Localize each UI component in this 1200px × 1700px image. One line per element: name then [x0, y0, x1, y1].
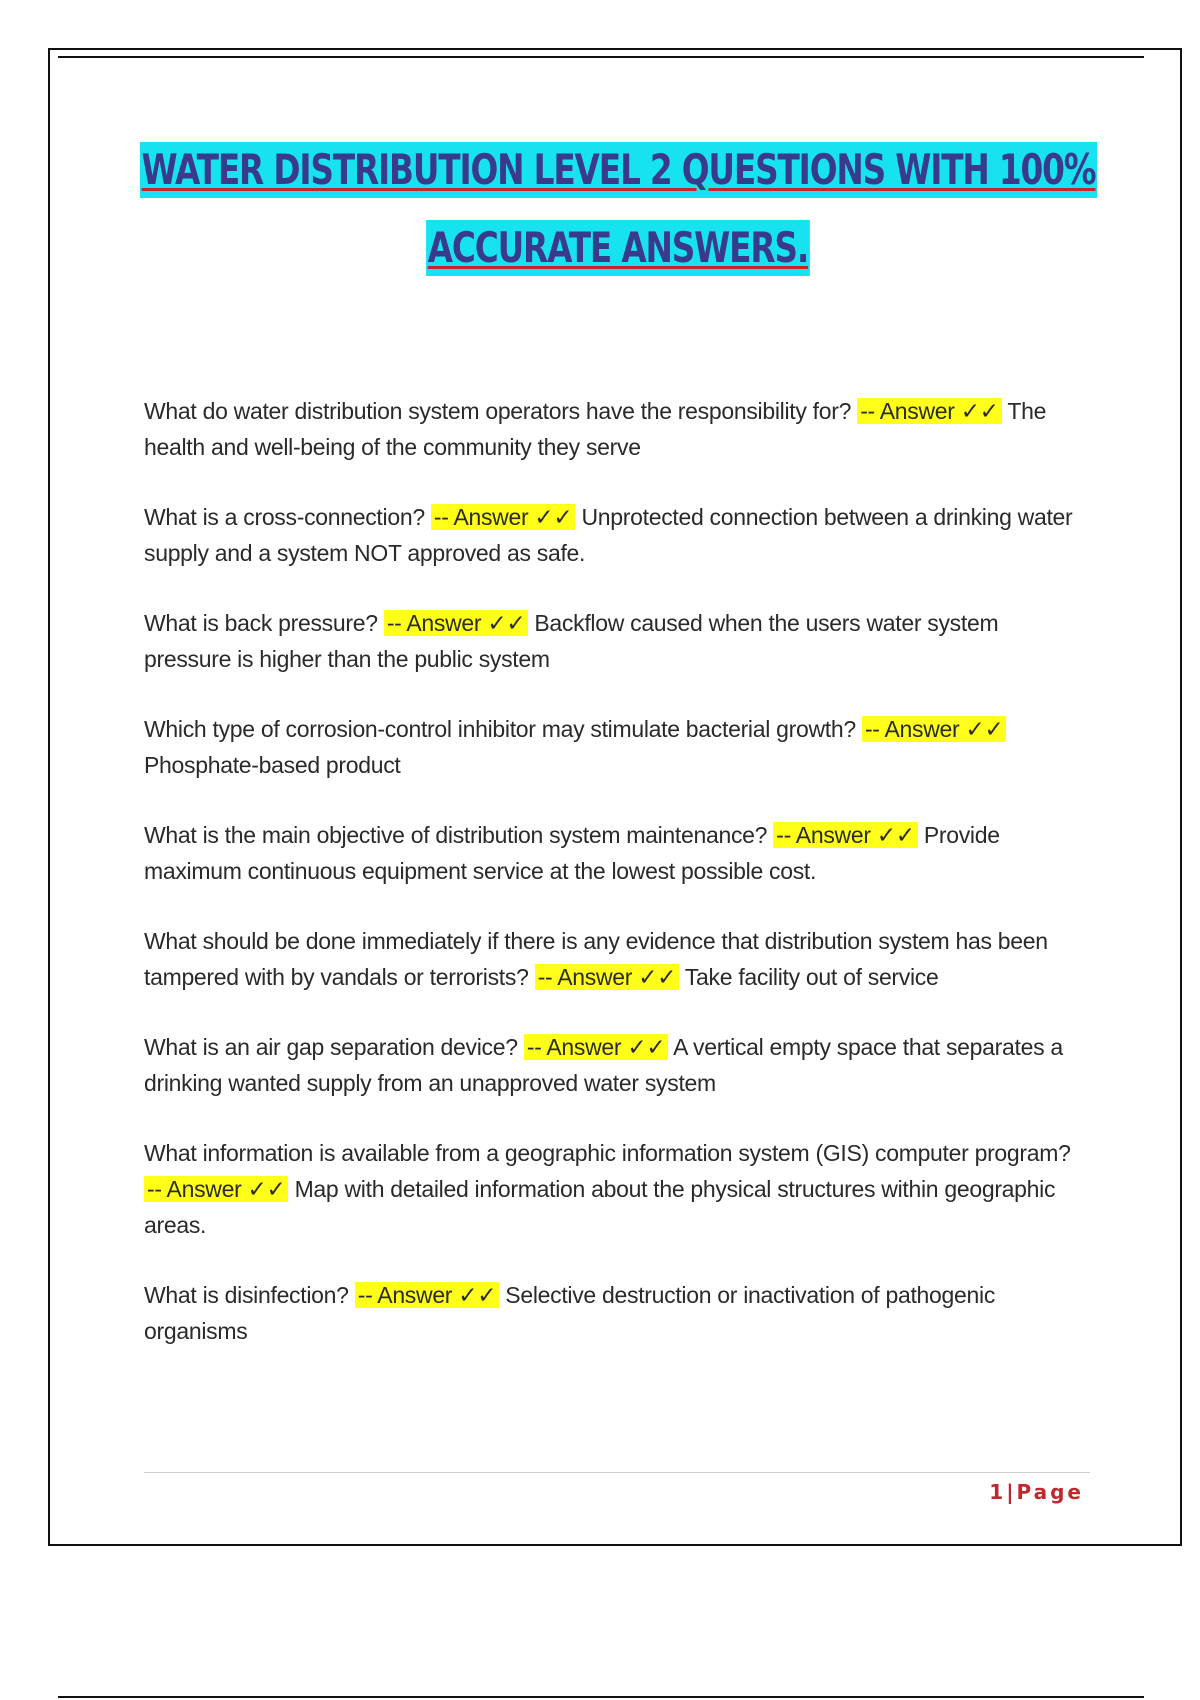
qa-item: [144, 1277, 1084, 1349]
answer-tag: -- Answer ✓✓: [773, 822, 917, 848]
answer-text: The health and well-being of the community they serve: [144, 398, 1047, 460]
qa-item: [144, 499, 1084, 571]
answer-text: Backflow caused when the users water system pressure is higher than the public system: [144, 610, 999, 672]
top-rule: [58, 56, 1144, 58]
answer-text: Unprotected connection between a drinking water supply and a system NOT approved as safe.: [144, 504, 1073, 566]
answer-tag: -- Answer ✓✓: [862, 716, 1006, 742]
answer-tag: -- Answer ✓✓: [144, 1176, 288, 1202]
qa-item: [144, 923, 1084, 995]
question-text: What is a cross-connection?: [144, 504, 425, 530]
question-text: Which type of corrosion-control inhibitor may stimulate bacterial growth?: [144, 716, 856, 742]
answer-text: Phosphate-based product: [144, 752, 401, 778]
question-text: What is back pressure?: [144, 610, 378, 636]
title-line-1: WATER DISTRIBUTION LEVEL 2 QUESTIONS WITH 100%: [139, 142, 1096, 198]
answer-tag: -- Answer ✓✓: [524, 1034, 668, 1060]
question-text: What information is available from a geographic information system (GIS) computer program?: [144, 1140, 1071, 1166]
footer-rule: [144, 1472, 1090, 1473]
question-text: What do water distribution system operators have the responsibility for?: [144, 398, 852, 424]
qa-item: [144, 1135, 1084, 1243]
answer-text: A vertical empty space that separates a drinking wanted supply from an unapproved water system: [144, 1034, 1063, 1096]
answer-tag: -- Answer ✓✓: [535, 964, 679, 990]
answer-text: Map with detailed information about the physical structures within geographic areas.: [144, 1176, 1056, 1238]
question-text: What should be done immediately if there is any evidence that distribution system has been tampered with by vandals or terrorists?: [144, 928, 1048, 990]
title-line-2: ACCURATE ANSWERS.: [426, 220, 810, 276]
qa-item: [144, 817, 1084, 889]
answer-tag: -- Answer ✓✓: [431, 504, 575, 530]
qa-item: [144, 711, 1084, 783]
qa-item: [144, 393, 1084, 465]
qa-item: [144, 1029, 1084, 1101]
answer-text: Take facility out of service: [684, 964, 939, 990]
document-title: [0, 142, 1200, 276]
qa-list: [144, 393, 1084, 1349]
answer-text: Selective destruction or inactivation of pathogenic organisms: [144, 1282, 996, 1344]
question-text: What is the main objective of distribution system maintenance?: [144, 822, 768, 848]
answer-text: Provide maximum continuous equipment service at the lowest possible cost.: [144, 822, 1000, 884]
bottom-rule: [58, 1696, 1144, 1698]
answer-tag: -- Answer ✓✓: [355, 1282, 499, 1308]
answer-tag: -- Answer ✓✓: [384, 610, 528, 636]
answer-tag: -- Answer ✓✓: [857, 398, 1001, 424]
question-text: What is disinfection?: [144, 1282, 349, 1308]
page-number: 1|Page: [989, 1480, 1084, 1504]
qa-item: [144, 605, 1084, 677]
question-text: What is an air gap separation device?: [144, 1034, 518, 1060]
